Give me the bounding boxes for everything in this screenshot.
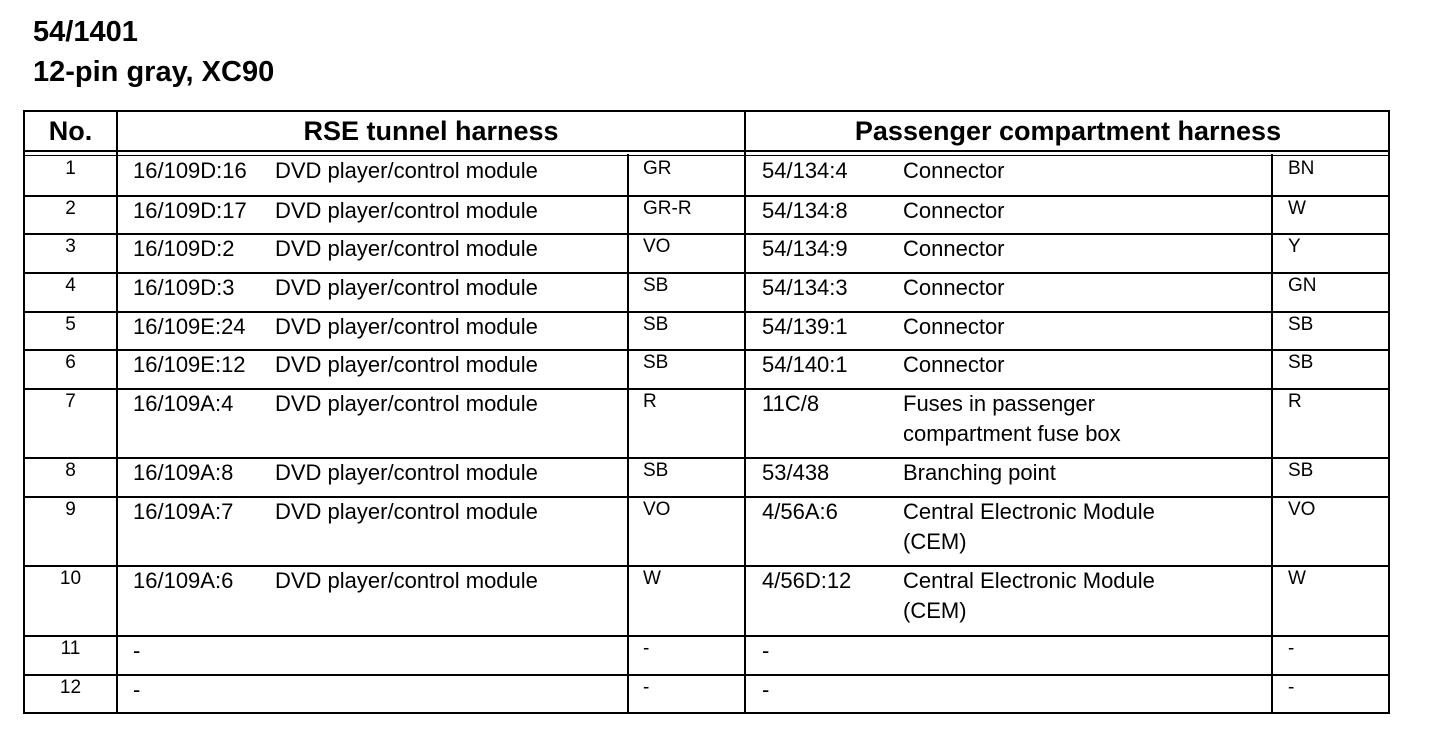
table-row (25, 389, 1388, 458)
row-number: 10 (59, 568, 82, 589)
rse-pin: - (133, 638, 141, 663)
passenger-wire-color: - (1288, 638, 1295, 659)
rse-pin: 16/109D:17 (133, 198, 247, 223)
pinout-table (23, 110, 1390, 714)
passenger-description: Connector (903, 236, 1005, 261)
passenger-pin: 4/56A:6 (762, 499, 838, 524)
rse-wire-color: - (643, 677, 650, 698)
header-rse-tunnel-harness: RSE tunnel harness (303, 116, 559, 146)
rse-description: DVD player/control module (275, 275, 538, 300)
passenger-pin: 11C/8 (762, 391, 820, 416)
passenger-wire-color: Y (1288, 236, 1301, 257)
rse-description: DVD player/control module (275, 460, 538, 485)
passenger-wire-color: VO (1288, 499, 1316, 520)
rse-wire-color: - (643, 638, 650, 659)
row-number: 3 (65, 236, 76, 257)
table-row (25, 566, 1388, 636)
rse-description: DVD player/control module (275, 391, 538, 416)
rse-description: DVD player/control module (275, 352, 538, 377)
passenger-pin: 4/56D:12 (762, 568, 852, 593)
passenger-pin: 54/139:1 (762, 314, 848, 339)
passenger-description: Branching point (903, 460, 1056, 485)
table-row (25, 196, 1388, 234)
row-number: 2 (65, 198, 76, 219)
rse-pin: 16/109D:16 (133, 158, 247, 183)
rse-wire-color: SB (643, 352, 669, 373)
passenger-pin: 53/438 (762, 460, 830, 485)
rse-description: DVD player/control module (275, 314, 538, 339)
rse-description: DVD player/control module (275, 158, 538, 183)
table-header-row (25, 112, 1388, 152)
rse-pin: 16/109A:6 (133, 568, 234, 593)
passenger-description: Fuses in passenger (903, 391, 1095, 416)
passenger-pin: 54/134:4 (762, 158, 848, 183)
passenger-wire-color: SB (1288, 314, 1314, 335)
passenger-wire-color: BN (1288, 158, 1315, 179)
row-number: 9 (65, 499, 76, 520)
passenger-pin: - (762, 638, 770, 663)
passenger-wire-color: W (1288, 568, 1306, 589)
rse-wire-color: SB (643, 460, 669, 481)
passenger-description: Central Electronic Module (903, 499, 1155, 524)
rse-pin: 16/109A:7 (133, 499, 234, 524)
table-row (25, 156, 1388, 196)
row-number: 11 (60, 638, 81, 659)
rse-pin: 16/109E:12 (133, 352, 246, 377)
rse-wire-color: VO (643, 499, 671, 520)
passenger-description: Central Electronic Module (903, 568, 1155, 593)
row-number: 5 (65, 314, 76, 335)
row-number: 8 (65, 460, 76, 481)
table-row (25, 458, 1388, 497)
table-row (25, 497, 1388, 566)
document-title: 54/1401 (33, 16, 138, 48)
passenger-wire-color: R (1288, 391, 1302, 412)
rse-description: DVD player/control module (275, 236, 538, 261)
row-number: 7 (65, 391, 76, 412)
passenger-wire-color: GN (1288, 275, 1317, 296)
passenger-description-line2: (CEM) (903, 529, 967, 554)
rse-wire-color: GR-R (643, 198, 692, 219)
passenger-wire-color: - (1288, 677, 1295, 698)
rse-wire-color: GR (643, 158, 672, 179)
passenger-description-line2: (CEM) (903, 598, 967, 623)
passenger-pin: 54/134:9 (762, 236, 848, 261)
rse-pin: 16/109E:24 (133, 314, 246, 339)
rse-pin: 16/109A:4 (133, 391, 234, 416)
table-row (25, 675, 1388, 714)
rse-description: DVD player/control module (275, 568, 538, 593)
table-row (25, 273, 1388, 312)
passenger-wire-color: SB (1288, 460, 1314, 481)
rse-description: DVD player/control module (275, 198, 538, 223)
rse-pin: 16/109D:3 (133, 275, 235, 300)
passenger-description: Connector (903, 275, 1005, 300)
passenger-wire-color: SB (1288, 352, 1314, 373)
passenger-description: Connector (903, 198, 1005, 223)
header-divider (25, 150, 1388, 152)
row-number: 12 (59, 677, 82, 698)
passenger-description-line2: compartment fuse box (903, 421, 1121, 446)
table-row (25, 636, 1388, 675)
rse-wire-color: VO (643, 236, 671, 257)
rse-pin: - (133, 677, 141, 702)
rse-description: DVD player/control module (275, 499, 538, 524)
passenger-pin: 54/134:8 (762, 198, 848, 223)
rse-wire-color: SB (643, 275, 669, 296)
table-row (25, 312, 1388, 350)
rse-wire-color: R (643, 391, 657, 412)
table-row (25, 350, 1388, 389)
document-subtitle: 12-pin gray, XC90 (33, 56, 275, 88)
passenger-wire-color: W (1288, 198, 1306, 219)
row-number: 4 (65, 275, 76, 296)
header-passenger-compartment-harness: Passenger compartment harness (854, 116, 1282, 146)
passenger-pin: 54/140:1 (762, 352, 848, 377)
rse-pin: 16/109A:8 (133, 460, 234, 485)
table-row (25, 234, 1388, 273)
rse-wire-color: W (643, 568, 661, 589)
passenger-pin: 54/134:3 (762, 275, 848, 300)
row-number: 1 (65, 158, 76, 179)
header-no: No. (48, 116, 93, 146)
passenger-description: Connector (903, 352, 1005, 377)
passenger-description: Connector (903, 314, 1005, 339)
passenger-description: Connector (903, 158, 1005, 183)
passenger-pin: - (762, 677, 770, 702)
row-number: 6 (65, 352, 76, 373)
rse-pin: 16/109D:2 (133, 236, 235, 261)
rse-wire-color: SB (643, 314, 669, 335)
